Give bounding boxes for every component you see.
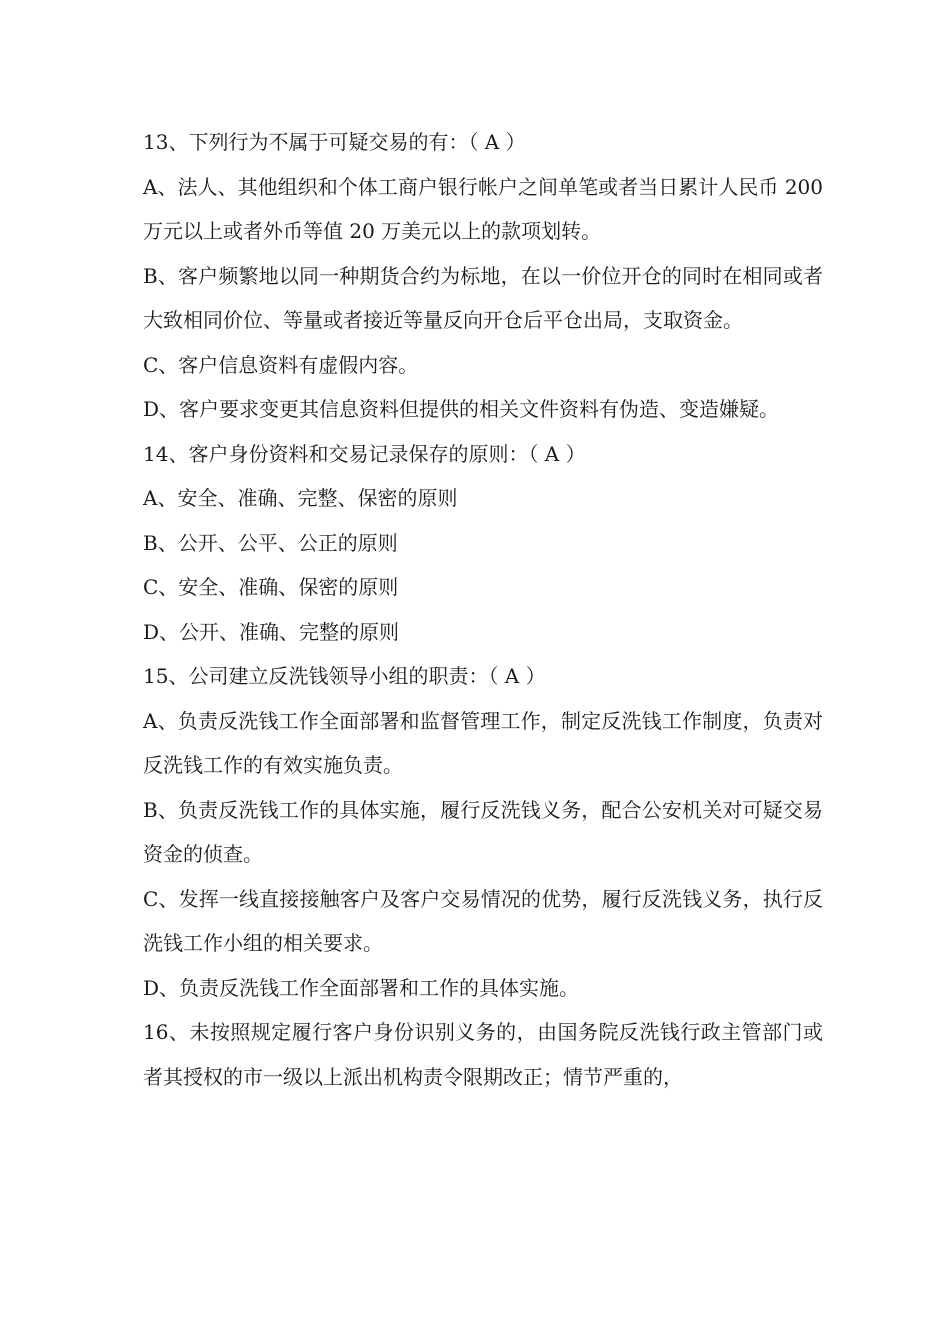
- question-13-option-d: D、客户要求变更其信息资料但提供的相关文件资料有伪造、变造嫌疑。: [143, 397, 780, 421]
- question-13-option-b: B、客户频繁地以同一种期货合约为标地，在以一价位开仓的同时在相同或者大致相同价位、等量或者接近等量反向开仓后平仓出局，支取资金。: [143, 263, 823, 332]
- question-13-option-c: C、客户信息资料有虚假内容。: [143, 352, 419, 377]
- question-15-stem: 15、公司建立反洗钱领导小组的职责：（ A ）: [143, 664, 546, 688]
- question-15-option-d: D、负责反洗钱工作全面部署和工作的具体实施。: [143, 975, 580, 1000]
- question-14-option-c: C、安全、准确、保密的原则: [143, 575, 399, 599]
- question-16-stem: 16、未按照规定履行客户身份识别义务的，由国务院反洗钱行政主管部门或者其授权的市一级以上派出机构责令限期改正；情节严重的，: [143, 1020, 823, 1089]
- question-15-option-b: B、负责反洗钱工作的具体实施，履行反洗钱义务，配合公安机关对可疑交易资金的侦查。: [143, 797, 823, 866]
- question-13-option-a: A、法人、其他组织和个体工商户银行帐户之间单笔或者当日累计人民币 200 万元以上或者外币等值 20 万美元以上的款项划转。: [143, 174, 823, 243]
- question-14-option-b: B、公开、公平、公正的原则: [143, 530, 398, 555]
- question-15-option-c: C、发挥一线直接接触客户及客户交易情况的优势，履行反洗钱义务，执行反洗钱工作小组的相关要求。: [143, 886, 823, 955]
- question-14-option-d: D、公开、准确、完整的原则: [143, 619, 400, 644]
- question-14-stem: 14、客户身份资料和交易记录保存的原则：（ A ）: [143, 441, 586, 466]
- question-14-option-a: A、安全、准确、完整、保密的原则: [143, 486, 458, 510]
- question-13-stem: 13、下列行为不属于可疑交易的有：（ A ）: [143, 130, 526, 154]
- document-body: [143, 120, 823, 1099]
- question-15-option-a: A、负责反洗钱工作全面部署和监督管理工作，制定反洗钱工作制度，负责对反洗钱工作的有效实施负责。: [143, 708, 823, 777]
